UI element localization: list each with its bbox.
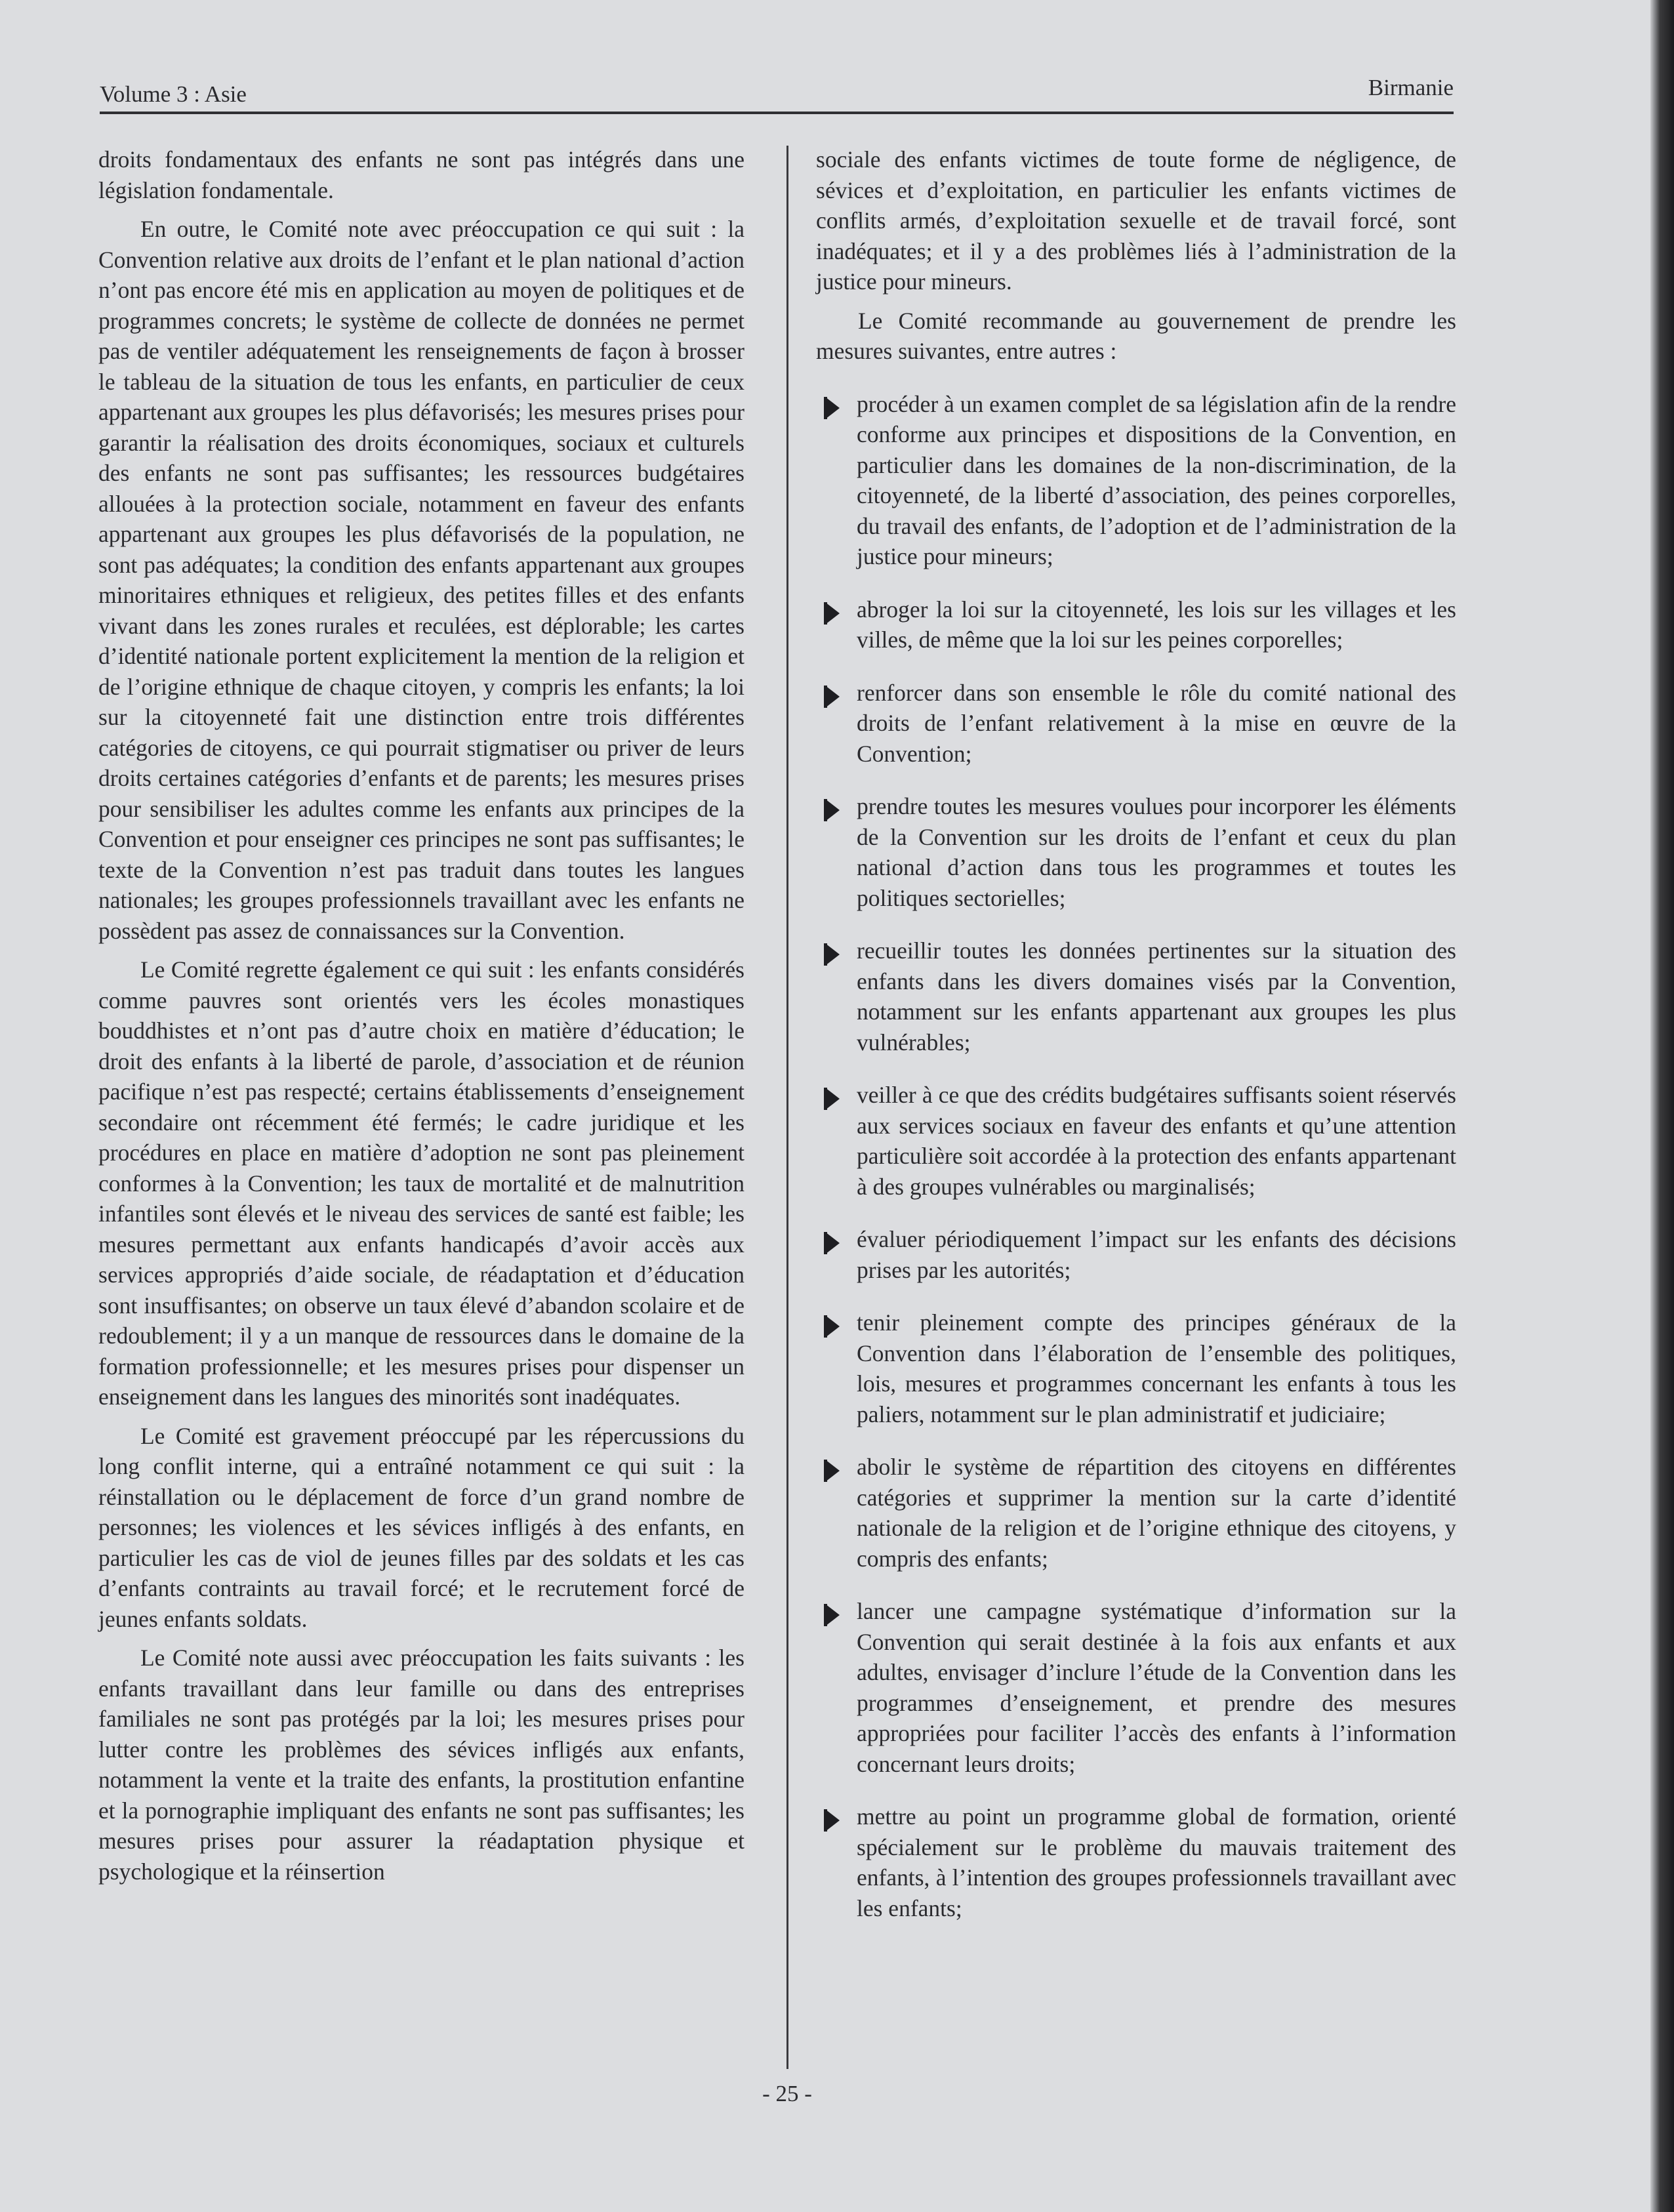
arrow-bullet-icon	[825, 1088, 840, 1110]
arrow-bullet-icon	[825, 799, 840, 821]
list-item	[816, 389, 1456, 572]
running-header	[100, 73, 1454, 114]
arrow-bullet-icon	[825, 1460, 840, 1482]
paragraph: droits fondamentaux des enfants ne sont pas intégrés dans une législation fondamentale.	[98, 146, 745, 203]
list-item-text: mettre au point un programme global de formation, orienté spécialement sur le problème du mauvais traitement des enfants, à l’intention des groupes professionnels travaillant avec les enfants;	[857, 1803, 1456, 1921]
list-item-text: lancer une campagne systématique d’information sur la Convention qui serait destinée à la fois aux enfants et aux adultes, envisager d’inclure l’étude de la Convention dans les programmes d’enseignement, et prendre des mesures appropriées pour faciliter l’accès des enfants à l’information concernant leurs droits;	[857, 1598, 1456, 1777]
list-item	[816, 1080, 1456, 1202]
list-item	[816, 1596, 1456, 1779]
list-item-text: renforcer dans son ensemble le rôle du comité national des droits de l’enfant relativement à la mise en œuvre de la Convention;	[857, 679, 1456, 767]
list-item	[816, 1224, 1456, 1285]
paragraph: sociale des enfants victimes de toute forme de négligence, de sévices et d’exploitation, en particulier les enfants victimes de conflits armés, d’exploitation sexuelle et de travail forcé, sont inadéquates; et il y a des problèmes liés à l’administration de la justice pour mineurs.	[816, 146, 1456, 295]
page-number: - 25 -	[762, 2081, 812, 2106]
page-edge	[1650, 0, 1674, 2212]
arrow-bullet-icon	[825, 1604, 840, 1626]
list-item-text: abroger la loi sur la citoyenneté, les lois sur les villages et les villes, de même que la loi sur les peines corporelles;	[857, 596, 1456, 653]
recommendation-list	[816, 389, 1456, 1924]
list-item	[816, 1801, 1456, 1923]
list-item	[816, 935, 1456, 1057]
list-item	[816, 1452, 1456, 1574]
list-item	[816, 791, 1456, 913]
arrow-bullet-icon	[825, 602, 840, 625]
arrow-bullet-icon	[825, 1315, 840, 1338]
arrow-bullet-icon	[825, 943, 840, 966]
list-item-text: abolir le système de répartition des citoyens en différentes catégories et supprimer la mention sur la carte d’identité nationale de la religion et de l’origine ethnique des citoyens, y compris des enfants;	[857, 1454, 1456, 1572]
list-item	[816, 678, 1456, 769]
country-label: Birmanie	[1368, 75, 1454, 100]
volume-label: Volume 3 : Asie	[100, 81, 247, 107]
column-divider	[786, 146, 788, 2069]
list-item-text: recueillir toutes les données pertinentes sur la situation des enfants dans les divers domaines visés par la Convention, notamment sur les enfants appartenant aux groupes les plus vulnérables;	[857, 937, 1456, 1055]
paragraph: En outre, le Comité note avec préoccupation ce qui suit : la Convention relative aux droits de l’enfant et le plan national d’action n’ont pas encore été mis en application au moyen de politiques et de programmes concrets; le système de collecte de données ne permet pas de ventiler adéquatement les renseignements de façon à brosser le tableau de la situation de tous les enfants, en particulier de ceux appartenant aux groupes les plus défavorisés; les mesures prises pour garantir la réalisation des droits économiques, sociaux et culturels des enfants ne sont pas suffisantes; les ressources budgétaires allouées à la protection sociale, notamment en faveur des enfants appartenant aux groupes les plus défavorisés de la population, ne sont pas adéquates; la condition des enfants appartenant aux groupes minoritaires ethniques et religieux, des petites filles et des enfants vivant dans les zones rurales et reculées, est déplorable; les cartes d’identité nationale portent explicitement la mention de la religion et de l’origine ethnique de chaque citoyen, y compris les enfants; la loi sur la citoyenneté fait une distinction entre trois différentes catégories de citoyens, ce qui pourrait stigmatiser ou priver de leurs droits certaines catégories d’enfants et de parents; les mesures prises pour sensibiliser les adultes comme les enfants aux principes de la Convention et pour enseigner ces principes ne sont pas suffisantes; le texte de la Convention n’est pas traduit dans toutes les langues nationales; les groupes professionnels travaillant avec les enfants ne possèdent pas assez de connaissances sur la Convention.	[98, 216, 745, 944]
arrow-bullet-icon	[825, 1232, 840, 1254]
arrow-bullet-icon	[825, 1809, 840, 1832]
right-column	[816, 144, 1456, 1946]
list-item	[816, 594, 1456, 655]
list-item-text: veiller à ce que des crédits budgétaires suffisants soient réservés aux services sociaux en faveur des enfants et qu’une attention particulière soit accordée à la protection des enfants appartenant à des groupes vulnérables ou marginalisés;	[857, 1082, 1456, 1200]
list-item-text: évaluer périodiquement l’impact sur les enfants des décisions prises par les autorités;	[857, 1226, 1456, 1283]
list-item	[816, 1307, 1456, 1429]
paragraph: Le Comité est gravement préoccupé par les répercussions du long conflit interne, qui a entraîné notamment ce qui suit : la réinstallation ou le déplacement de force d’un grand nombre de personnes; les violences et les sévices infligés à des enfants, en particulier les cas de viol de jeunes filles par des soldats et les cas d’enfants contraints au travail forcé; et le recrutement forcé de jeunes enfants soldats.	[98, 1422, 745, 1632]
list-item-text: procéder à un examen complet de sa législation afin de la rendre conforme aux principes et dispositions de la Convention, en particulier dans les domaines de la non-discrimination, de la citoyenneté, de la liberté d’association, des peines corporelles, du travail des enfants, de l’adoption et de l’administration de la justice pour mineurs;	[857, 390, 1456, 569]
left-column	[98, 144, 745, 1895]
paragraph: Le Comité recommande au gouvernement de prendre les mesures suivantes, entre autres :	[816, 307, 1456, 364]
list-item-text: prendre toutes les mesures voulues pour incorporer les éléments de la Convention sur les droits de l’enfant et ceux du plan national d’action dans tous les programmes et toutes les politiques sectorielles;	[857, 793, 1456, 911]
paragraph: Le Comité regrette également ce qui suit : les enfants considérés comme pauvres sont orientés vers les écoles monastiques bouddhistes et n’ont pas d’autre choix en matière d’éducation; le droit des enfants à la liberté de parole, d’association et de réunion pacifique n’est pas respecté; certains établissements d’enseignement secondaire ont récemment été fermés; le cadre juridique et les procédures en place en matière d’adoption ne sont pas pleinement conformes à la Convention; les taux de mortalité et de malnutrition infantiles sont élevés et le niveau des services de santé est faible; les mesures permettant aux enfants handicapés d’avoir accès aux services appropriés d’aide sociale, de réadaptation et d’éducation sont insuffisantes; on observe un taux élevé d’abandon scolaire et de redoublement; il y a un manque de ressources dans le domaine de la formation professionnelle; et les mesures prises pour dispenser un enseignement dans les langues des minorités sont inadéquates.	[98, 956, 745, 1410]
paragraph: Le Comité note aussi avec préoccupation les faits suivants : les enfants travaillant dans leur famille ou dans des entreprises familiales ne sont pas protégés par la loi; les mesures prises pour lutter contre les problèmes des sévices infligés aux enfants, notamment la vente et la traite des enfants, la prostitution enfantine et la pornographie impliquant des enfants ne sont pas suffisantes; les mesures prises pour assurer la réadaptation physique et psychologique et la réinsertion	[98, 1645, 745, 1885]
list-item-text: tenir pleinement compte des principes généraux de la Convention dans l’élaboration de l’ensemble des politiques, lois, mesures et programmes concernant les enfants à tous les paliers, notamment sur le plan administratif et judiciaire;	[857, 1309, 1456, 1427]
arrow-bullet-icon	[825, 397, 840, 419]
arrow-bullet-icon	[825, 686, 840, 708]
